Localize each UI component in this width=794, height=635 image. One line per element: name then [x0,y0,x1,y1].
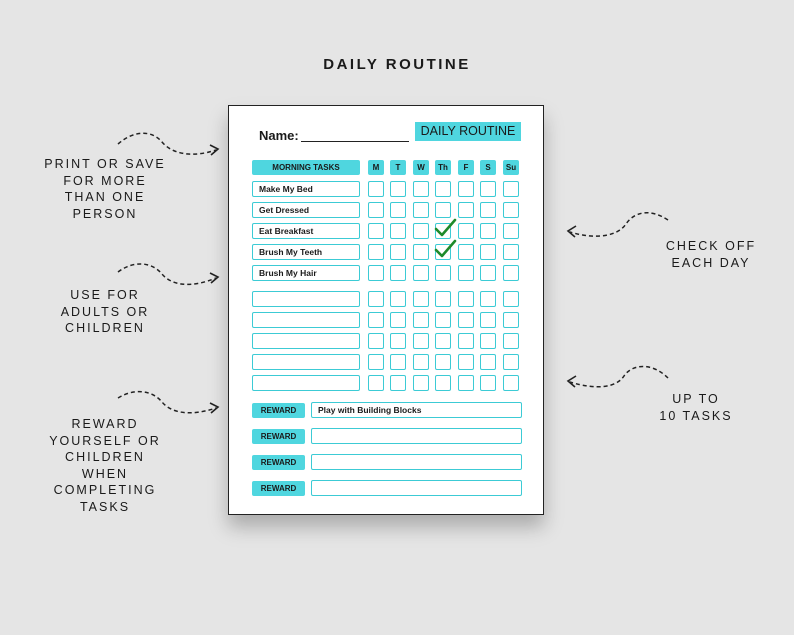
note-line: TASKS [79,499,131,514]
day-checkbox[interactable] [368,354,384,370]
day-checkbox[interactable] [480,181,496,197]
note-line: 10 TASKS [659,408,733,423]
day-checkbox[interactable] [390,265,406,281]
day-header-s: S [480,160,496,175]
day-checkbox[interactable] [390,375,406,391]
day-checkbox[interactable] [413,202,429,218]
day-checkbox[interactable] [368,223,384,239]
sheet-title: DAILY ROUTINE [415,122,521,141]
day-header-m: M [368,160,384,175]
day-checkbox[interactable] [503,181,519,197]
arrow-icon [112,128,224,162]
day-checkbox[interactable] [413,312,429,328]
note-line: CHECK OFF [665,239,757,253]
arrow-icon [112,388,224,422]
reward-input[interactable] [311,480,522,496]
day-checkbox[interactable] [503,265,519,281]
day-checkbox[interactable] [503,333,519,349]
day-checkbox[interactable] [503,375,519,391]
day-header-su: Su [503,160,519,175]
day-checkbox[interactable] [480,312,496,328]
task-input[interactable] [252,375,360,391]
name-line [301,141,409,142]
day-checkbox[interactable] [503,223,519,239]
day-checkbox[interactable] [368,202,384,218]
task-input[interactable]: Get Dressed [252,202,360,218]
day-checkbox[interactable] [480,223,496,239]
day-checkbox[interactable] [390,223,406,239]
day-checkbox[interactable] [458,202,474,218]
day-checkbox[interactable] [458,375,474,391]
day-checkbox[interactable] [413,244,429,260]
day-checkbox[interactable] [390,244,406,260]
tasks-header: MORNING TASKS [252,160,360,175]
task-input[interactable]: Brush My Teeth [252,244,360,260]
note-line: PERSON [72,206,138,221]
day-checkbox[interactable] [368,312,384,328]
day-checkbox[interactable] [480,265,496,281]
day-checkbox[interactable] [413,223,429,239]
reward-label: REWARD [252,403,305,418]
day-checkbox[interactable] [368,333,384,349]
task-input[interactable]: Brush My Hair [252,265,360,281]
day-checkbox[interactable] [480,202,496,218]
reward-input[interactable] [311,428,522,444]
day-checkbox[interactable] [458,312,474,328]
day-checkbox[interactable] [413,265,429,281]
day-checkbox[interactable] [480,244,496,260]
day-checkbox[interactable] [435,354,451,370]
note-use-for [30,287,180,337]
note-line: CHILDREN [65,450,145,464]
arrow-icon [562,362,674,396]
note-line: USE FOR [70,288,140,302]
day-checkbox[interactable] [435,375,451,391]
day-checkbox[interactable] [435,265,451,281]
note-line: YOURSELF OR [49,433,161,448]
day-checkbox[interactable] [458,354,474,370]
day-header-f: F [458,160,474,175]
day-checkbox[interactable] [458,223,474,239]
arrow-icon [112,260,224,294]
day-checkbox[interactable] [503,354,519,370]
reward-label: REWARD [252,455,305,470]
day-checkbox[interactable] [413,354,429,370]
day-checkbox[interactable] [368,375,384,391]
day-checkbox[interactable] [368,265,384,281]
day-checkbox[interactable] [435,181,451,197]
task-input[interactable]: Make My Bed [252,181,360,197]
note-line: UP TO [672,392,720,406]
day-checkbox[interactable] [458,265,474,281]
day-checkbox[interactable] [480,354,496,370]
day-checkbox[interactable] [458,333,474,349]
day-checkbox[interactable] [413,181,429,197]
day-checkbox[interactable] [458,291,474,307]
page-title: DAILY ROUTINE [323,56,471,73]
task-input[interactable]: Eat Breakfast [252,223,360,239]
note-line: EACH DAY [671,255,751,270]
day-checkbox[interactable] [368,291,384,307]
day-checkbox[interactable] [503,244,519,260]
day-checkbox[interactable] [435,312,451,328]
task-input[interactable] [252,333,360,349]
note-print-or-save [20,156,190,222]
reward-label: REWARD [252,429,305,444]
checkmark-icon [433,238,457,260]
day-checkbox[interactable] [390,354,406,370]
day-checkbox[interactable] [480,375,496,391]
day-checkbox[interactable] [458,181,474,197]
note-line: FOR MORE [63,173,147,188]
day-checkbox[interactable] [503,291,519,307]
day-checkbox[interactable] [390,312,406,328]
reward-label: REWARD [252,481,305,496]
day-checkbox[interactable] [390,333,406,349]
day-checkbox[interactable] [413,291,429,307]
day-checkbox[interactable] [480,333,496,349]
note-line: PRINT OR SAVE [44,157,166,171]
day-checkbox[interactable] [413,333,429,349]
day-header-w: W [413,160,429,175]
checkmark-icon [433,217,457,239]
note-reward [20,416,190,515]
note-line: ADULTS OR [60,304,150,319]
task-input[interactable] [252,312,360,328]
note-line: WHEN [81,466,129,481]
day-checkbox[interactable] [368,181,384,197]
note-line: THAN ONE [64,190,146,204]
day-header-th: Th [435,160,451,175]
day-checkbox[interactable] [368,244,384,260]
day-checkbox[interactable] [435,333,451,349]
note-line: REWARD [71,417,139,431]
day-checkbox[interactable] [503,202,519,218]
day-checkbox[interactable] [480,291,496,307]
day-checkbox[interactable] [390,181,406,197]
day-checkbox[interactable] [435,202,451,218]
routine-sheet [228,105,544,515]
day-checkbox[interactable] [390,202,406,218]
day-checkbox[interactable] [458,244,474,260]
name-label: Name: [259,128,299,143]
day-header-t: T [390,160,406,175]
arrow-icon [562,208,674,244]
task-input[interactable] [252,354,360,370]
reward-input[interactable] [311,454,522,470]
note-line: COMPLETING [53,483,157,497]
day-checkbox[interactable] [435,291,451,307]
task-input[interactable] [252,291,360,307]
day-checkbox[interactable] [390,291,406,307]
day-checkbox[interactable] [503,312,519,328]
note-line: CHILDREN [65,321,145,335]
reward-input[interactable]: Play with Building Blocks [311,402,522,418]
day-checkbox[interactable] [413,375,429,391]
